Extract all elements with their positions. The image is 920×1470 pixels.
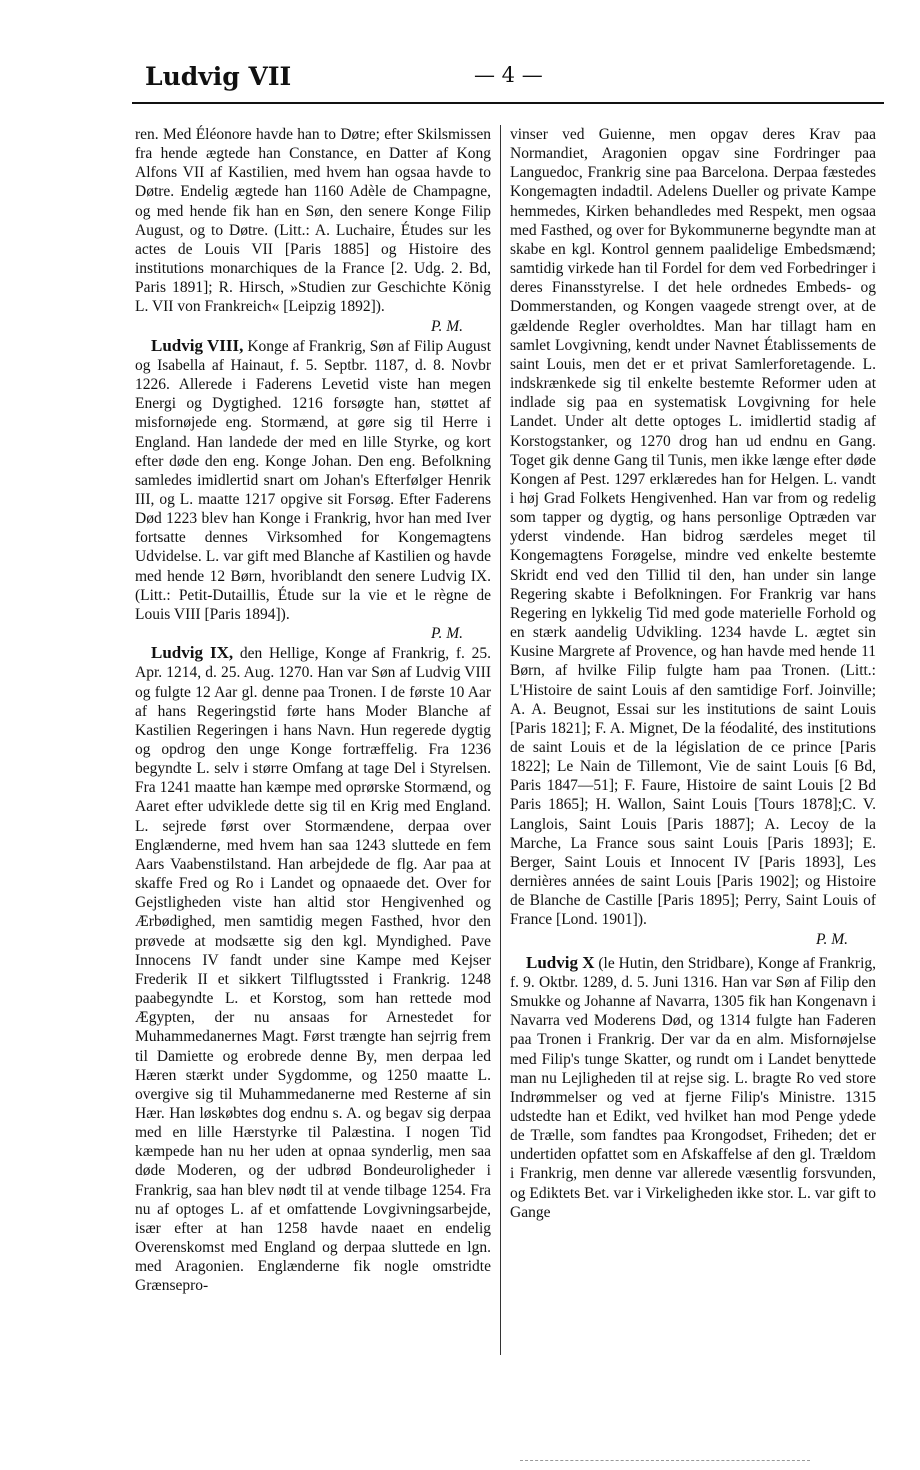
right-column — [510, 125, 876, 1222]
entry-text: (le Hutin, den Stridbare), Konge af Frankrig, f. 9. Oktbr. 1289, d. 5. Juni 1316. Han var Søn af Filip den Smukke og Johanne af Navarra, 1305 fik han Kongenavn i Navarra ved Moderens Død, og 1314 fulgte han Faderen paa Tronen i Frankrig. Der var da en alm. Misfornøjelse med Filip's tunge Skatter, og rundt om i Landet benyttede man nu Lejligheden til at rejse sig. L. bragte Ro ved store Indrømmelser og ved at fjerne Filip's Ministre. 1315 udstedte han et Edikt, ved hvilket han mod Penge ydede de Trælle, som fandtes paa Krongodset, Friheden; det er undertiden opfattet som en Afskaffelse af den gl. Trældom i Frankrig, men denne var allerede væsentlig forsvunden, og Ediktets Bet. var i Virkeligheden ikke stor. L. var gift to Gange — [510, 954, 877, 1221]
entry-ludvig-x — [510, 953, 876, 1222]
paragraph-text: vinser ved Guienne, men opgav deres Krav paa Normandiet, Aragonien opgav sine Fordringer paa Languedoc, Frankrig sine paa Barcelona. Derpaa fæstedes Kongemagten indadtil. Adelens Dueller og private Kampe hemmedes, Kirken behandledes med Respekt, men ogsaa med Fasthed, og over for Bykommunerne begyndte man at skabe en kgl. Kontrol gennem paalidelige Embedsmænd; samtidig virkede han til Fordel for dem ved Forbedringer i deres Finansstyrelse. I det hele ordnedes Embeds- og Dommerstanden, og Kongen vaagede strengt over, at de gældende Regler overholdtes. Man har tillagt ham en samlet Lovgivning, kendt under Navnet Établissements de saint Louis, men det er et privat Samlerforetagende. L. indskrænkede sig til enkelte bestemte Reformer uden at indlade sig paa en systematisk Lovgivning for hele Landet. Under alt dette optoges L. imidlertid stadig af Korstogstanker, og 1270 drog han ud endnu en Gang. Toget gik denne Gang til Tunis, men ikke længe efter døde Kongen af Pest. 1297 erklæredes han for Helgen. L. vandt i høj Grad Folkets Hengivenhed. Han var from og redelig som tapper og dygtig, og hans personlige Optræden var yderst vindende. Han bidrog særdeles meget til Kongemagtens Forøgelse, mindre ved enkelte bestemte Skridt end ved den Tillid til den, han under sin lange Regering skabte i Befolkningen. For Frankrig var hans Regering en lykkelig Tid med gode materielle Forhold og en stærk aandelig Udvikling. 1234 havde L. ægtet sin Kusine Margrete af Provence, og han havde med hende 11 Børn, af hvilke Filip fulgte ham paa Tronen. (Litt.: L'Histoire de saint Louis af den samtidige Forf. Joinville; A. A. Beugnot, Essai sur les institutions de saint Louis [Paris 1821]; F. A. Mignet, De la féodalité, des institutions de saint Louis et de la législation de ce prince [Paris 1822]; Le Nain de Tillemont, Vie de saint Louis [6 Bd, Paris 1847—51]; F. Faure, Histoire de saint Louis [2 Bd Paris 1865]; H. Wallon, Saint Louis [Tours 1878];C. V. Langlois, Saint Louis [Paris 1887]; A. Lecoy de la Marche, La France sous saint Louis [Paris 1893]; E. Berger, Saint Louis et Innocent IV [Paris 1893], Les dernières années de saint Louis [Paris 1902]; og Histoire de Blanche de Castille [Paris 1895]; Perry, Saint Louis of France [Lond. 1901]). — [510, 126, 876, 929]
continued-paragraph — [510, 125, 876, 949]
entry-ludvig-ix — [135, 643, 491, 1295]
author-signature: P. M. — [430, 317, 463, 335]
author-signature: P. M. — [430, 625, 463, 643]
entry-text: den Hellige, Konge af Frankrig, f. 25. Apr. 1214, d. 25. Aug. 1270. Han var Søn af Ludvig VIII og fulgte 12 Aar gl. denne paa Tronen. I de første 10 Aar af hans Regeringstid førte hans Moder Blanche af Kastilien Regeringen i hans Navn. Hun regerede dygtig og opdrog den unge Konge fortræffelig. Fra 1236 begyndte L. selv i større Omfang at tage Del i Styrelsen. Fra 1241 maatte han kæmpe med oprørske Stormænd, og Aaret efter udviklede dette sig til en Krig med England. L. sejrede først over Stormændene, derpaa over Englænderne, med hvem han saa 1243 sluttede en fem Aars Vaabenstilstand. Han arbejdede de flg. Aar paa at skaffe Fred og Ro i Landet og opnaaede det. Over for Gejstligheden viste han altid stor Hengivenhed og Ærbødighed, men samtidig megen Fasthed, hvor den prøvede at modsætte sig den kgl. Myndighed. Pave Innocens IV fandt under sine Kampe med Kejser Frederik II et sikkert Tilflugtssted i Frankrig. 1248 paabegyndte L. et Korstog, som han rettede mod Ægypten, der nu ansaas for Arnestedet for Muhammedanernes Magt. Først trængte han sejrrig frem til Damiette og erobrede denne By, men derpaa led Hæren stærkt under Sygdomme, og 1250 maatte L. overgive sig til Muhammedanerne med Resterne af sin Hær. Han løskøbtes dog endnu s. A. og begav sig derpaa med en lille Hærstyrke til Palæstina. I nogen Tid kæmpede han nu her uden at opnaa synderlig, men saa døde Moderen, og der udbrød Bondeuroligheder i Frankrig, saa han blev nødt til at vende tilbage 1254. Fra nu af optoges L. af et omfattende Lovgivningsarbejde, især efter at han 1258 havde naaet en endelig Overenskomst med England og derpaa sluttede en lgn. med Aragonien. Englænderne fik nogle omstridte Grænsepro- — [135, 645, 491, 1295]
entry-headword: Ludvig X — [526, 952, 595, 972]
scan-artifact — [520, 1460, 810, 1464]
entry-headword: Ludvig VIII, — [151, 335, 244, 355]
column-divider — [500, 125, 501, 1355]
left-column — [135, 125, 491, 1296]
continued-paragraph — [135, 125, 491, 336]
running-headword: Ludvig VII — [145, 62, 292, 91]
entry-text: Konge af Frankrig, Søn af Filip August og Isabella af Hainaut, f. 5. Septbr. 1187, d. 8. Novbr 1226. Allerede i Faderens Levetid viste han megen Energi og Dygtighed. 1216 forsøgte han, støttet af misfornøjede eng. Stormænd, at gøre sig til Herre i England. Han landede der med en lille Styrke, og kort efter døde den eng. Konge Johan. Den eng. Befolkning samledes imidlertid snart om Johan's Efterfølger Henrik III, og L. maatte 1217 opgive sit Forsøg. Efter Faderens Død 1223 blev han Konge i Frankrig, hvor han med Iver fortsatte dennes Virksomhed for Kongemagtens Udvidelse. L. var gift med Blanche af Kastilien og havde med hende 12 Børn, hvoriblandt den senere Ludvig IX. (Litt.: Petit-Dutaillis, Étude sur la vie et le règne de Louis VIII [Paris 1894]). — [135, 337, 492, 623]
entry-headword: Ludvig IX, — [151, 643, 234, 663]
header-rule — [132, 102, 884, 104]
entry-ludvig-viii — [135, 336, 491, 644]
author-signature: P. M. — [815, 930, 848, 948]
page-number: — 4 — — [474, 63, 543, 87]
paragraph-text: ren. Med Éléonore havde han to Døtre; efter Skilsmissen fra hende ægtede han Constance, en Datter af Kong Alfons VII af Kastilien, med hvem han ogsaa havde to Døtre. Endelig ægtede han 1160 Adèle de Champagne, og med hende fik han en Søn, den senere Konge Filip August, og to Døtre. (Litt.: A. Luchaire, Études sur les actes de Louis VII [Paris 1885] og Histoire des institutions monarchiques de la France [2. Udg. 2. Bd, Paris 1891]; R. Hirsch, »Studien zur Geschichte König L. VII von Frankreich« [Leipzig 1892]). — [135, 126, 491, 316]
